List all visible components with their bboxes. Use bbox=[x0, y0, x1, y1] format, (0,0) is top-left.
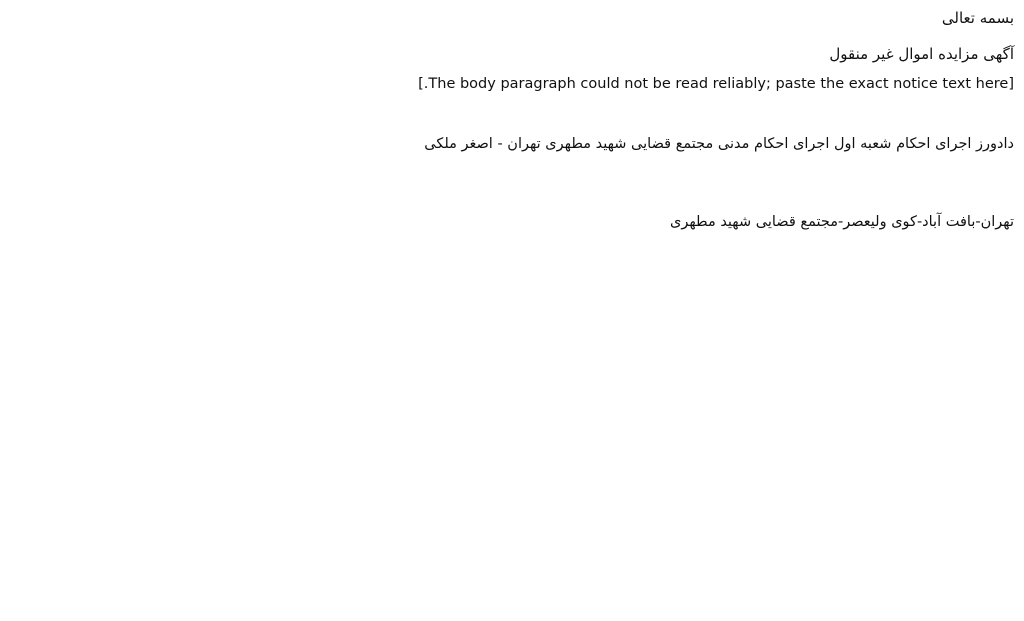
address-line: تهران-بافت آباد-کوی ولیعصر-مجتمع قضایی شهید مطهری bbox=[670, 214, 1014, 231]
notice-title: آگهی مزایده اموال غیر منقول bbox=[829, 45, 1014, 63]
notice-body-line: [The body paragraph could not be read reliably; paste the exact notice text here.] bbox=[418, 76, 1014, 92]
notice-heading: بسمه تعالی bbox=[941, 9, 1014, 27]
notice-body bbox=[10, 74, 1014, 94]
signature-line: دادورز اجرای احکام شعبه اول اجرای احکام مدنی مجتمع قضایی شهید مطهری تهران - اصغر ملکی bbox=[424, 136, 1014, 153]
